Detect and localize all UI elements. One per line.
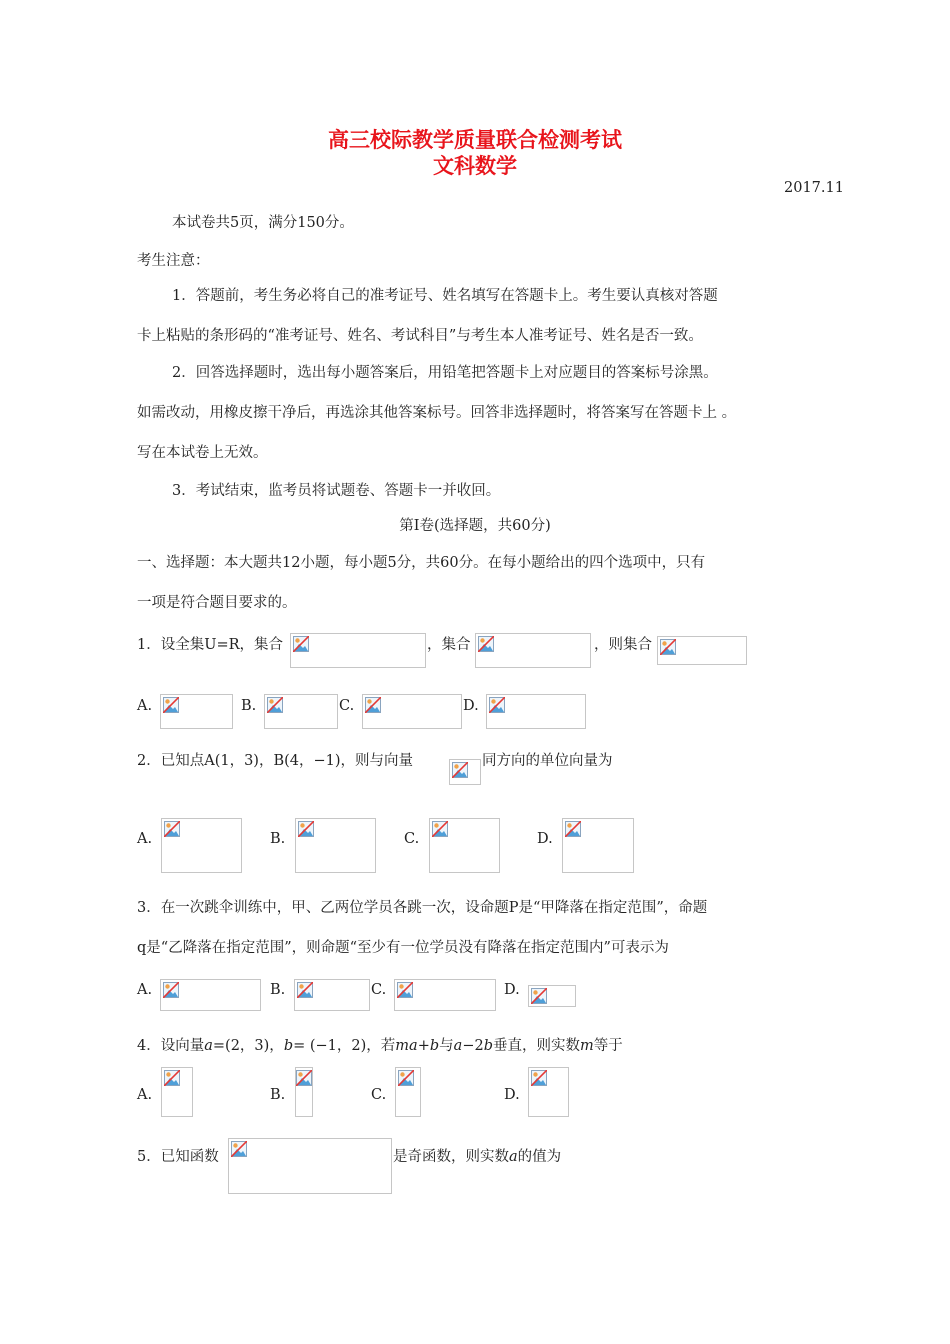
broken-image-icon (164, 1070, 180, 1086)
exam-subtitle: 文科数学 (433, 153, 517, 178)
notice-line: 如需改动，用橡皮擦干净后，再选涂其他答案标号。回答非选择题时，将答案写在答题卡上 。 (137, 405, 737, 421)
broken-image-icon (478, 636, 494, 652)
option-label-a: A. (137, 831, 153, 847)
exam-date: 2017.11 (784, 180, 844, 196)
option-label-d: D. (463, 698, 479, 714)
intro-text: 本试卷共5页，满分150分。 (172, 215, 354, 231)
option-label-c: C. (371, 982, 387, 998)
question-1-text: 1．设全集U=R，集合 (137, 637, 284, 653)
option-d-image (486, 694, 586, 729)
option-label-b: B. (270, 982, 286, 998)
vector-b: b (283, 1038, 294, 1054)
formula-image (228, 1138, 392, 1194)
option-label-b: B. (270, 1087, 286, 1103)
option-b-image (264, 694, 338, 729)
question-5-text: 5．已知函数 (137, 1149, 219, 1165)
broken-image-icon (164, 821, 180, 837)
q4-text: + (417, 1038, 430, 1054)
broken-image-icon (296, 1070, 312, 1086)
option-label-a: A. (137, 982, 153, 998)
broken-image-icon (489, 697, 505, 713)
option-c-image (395, 1067, 421, 1117)
notice-line: 卡上粘贴的条形码的“准考证号、姓名、考试科目”与考生本人准考证号、姓名是否一致。 (137, 328, 703, 344)
variable-m: m (579, 1038, 594, 1054)
option-c-image (362, 694, 462, 729)
broken-image-icon (297, 982, 313, 998)
vector-b: b (429, 1038, 440, 1054)
broken-image-icon (660, 639, 676, 655)
section-instruction: 一项是符合题目要求的。 (137, 595, 297, 611)
q5-text: 是奇函数，则实数 (393, 1149, 509, 1165)
section-title: 第Ⅰ卷(选择题，共60分) (399, 518, 551, 534)
vector-a: a (204, 1038, 213, 1054)
question-2-text: 同方向的单位向量为 (482, 753, 613, 769)
q4-text: 4．设向量 (137, 1038, 205, 1054)
option-label-c: C. (404, 831, 420, 847)
notice-line: 3．考试结束，监考员将试题卷、答题卡一并收回。 (172, 483, 501, 499)
option-label-a: A. (137, 698, 153, 714)
option-label-b: B. (270, 831, 286, 847)
formula-image (475, 633, 591, 668)
broken-image-icon (267, 697, 283, 713)
broken-image-icon (231, 1141, 247, 1157)
option-b-image (295, 818, 376, 873)
broken-image-icon (298, 821, 314, 837)
question-1-text: ，则集合 (594, 637, 652, 653)
option-label-b: B. (241, 698, 257, 714)
q4-text: 垂直，则实数 (492, 1038, 580, 1054)
option-label-d: D. (504, 982, 520, 998)
broken-image-icon (452, 762, 468, 778)
broken-image-icon (293, 636, 309, 652)
exam-title: 高三校际教学质量联合检测考试 (328, 127, 622, 152)
broken-image-icon (397, 982, 413, 998)
question-4-text (137, 1036, 623, 1056)
notice-heading: 考生注意： (137, 253, 210, 269)
broken-image-icon (531, 988, 547, 1004)
broken-image-icon (163, 697, 179, 713)
q4-text: 等于 (593, 1038, 623, 1054)
broken-image-icon (432, 821, 448, 837)
notice-line: 1．答题前，考生务必将自己的准考证号、姓名填写在答题卡上。考生要认真核对答题 (172, 288, 718, 304)
option-label-c: C. (371, 1087, 387, 1103)
option-label-c: C. (339, 698, 355, 714)
option-d-image (528, 1067, 569, 1117)
broken-image-icon (163, 982, 179, 998)
option-d-image (528, 985, 576, 1007)
broken-image-icon (398, 1070, 414, 1086)
question-5-text (393, 1147, 561, 1167)
variable-a: a (509, 1149, 518, 1165)
q5-text: 的值为 (517, 1149, 562, 1165)
option-a-image (161, 818, 242, 873)
option-label-d: D. (537, 831, 553, 847)
vector-a: a (453, 1038, 463, 1054)
option-label-a: A. (137, 1087, 153, 1103)
option-c-image (429, 818, 500, 873)
option-b-image (295, 1067, 313, 1117)
option-d-image (562, 818, 634, 873)
question-3-text: q是“乙降落在指定范围”，则命题“至少有一位学员没有降落在指定范围内”可表示为 (137, 940, 669, 956)
broken-image-icon (365, 697, 381, 713)
notice-line: 写在本试卷上无效。 (137, 445, 268, 461)
section-instruction: 一、选择题：本大题共12小题，每小题5分，共60分。在每小题给出的四个选项中，只有 (137, 555, 706, 571)
formula-image (657, 636, 747, 665)
q4-text: =(2，3)， (212, 1038, 284, 1054)
broken-image-icon (531, 1070, 547, 1086)
vector-b: b (483, 1038, 493, 1054)
question-3-text: 3．在一次跳伞训练中，甲、乙两位学员各跳一次，设命题P是“甲降落在指定范围”，命题 (137, 900, 708, 916)
option-c-image (394, 979, 496, 1011)
question-2-text: 2．已知点A(1，3)，B(4，−1)，则与向量 (137, 753, 414, 769)
option-a-image (161, 1067, 193, 1117)
question-1-text: ，集合 (427, 637, 471, 653)
option-label-d: D. (504, 1087, 520, 1103)
q4-text: −2 (462, 1038, 484, 1054)
q4-text: = (−1，2)，若 (293, 1038, 396, 1054)
option-a-image (160, 694, 233, 729)
option-a-image (160, 979, 261, 1011)
formula-image (290, 633, 426, 668)
notice-line: 2．回答选择题时，选出每小题答案后，用铅笔把答题卡上对应题目的答案标号涂黑。 (172, 365, 718, 381)
q4-text: 与 (439, 1038, 454, 1054)
formula-image (449, 759, 481, 785)
expr-ma: ma (395, 1038, 418, 1054)
broken-image-icon (565, 821, 581, 837)
option-b-image (294, 979, 370, 1011)
